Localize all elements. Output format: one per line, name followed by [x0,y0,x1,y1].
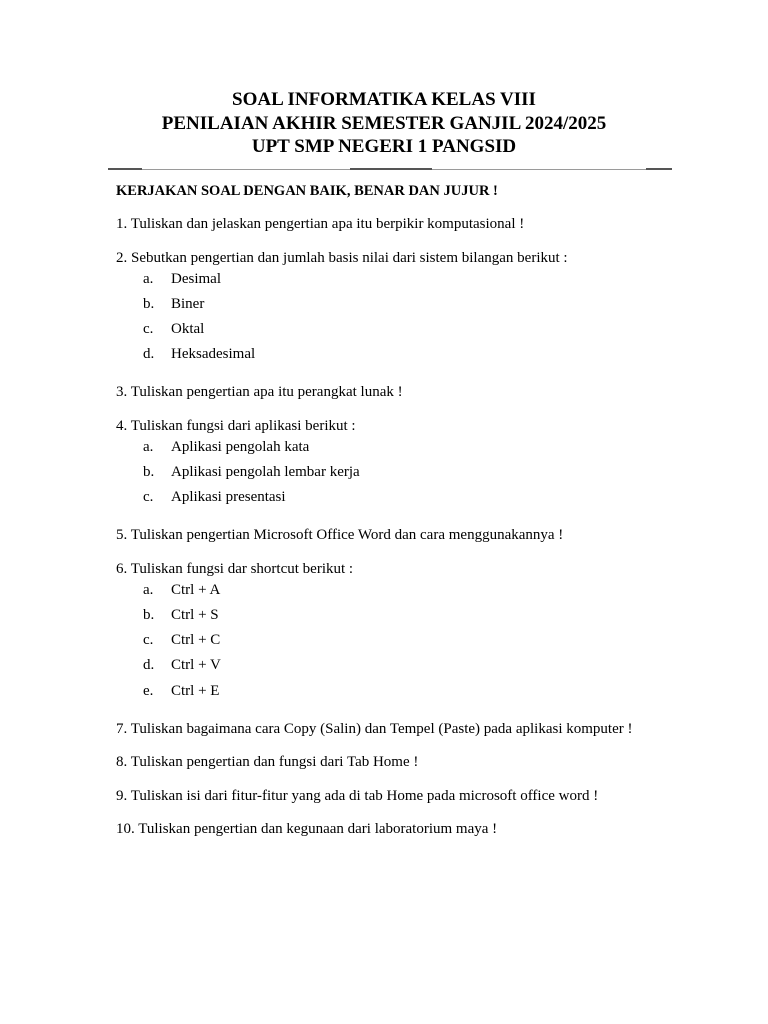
list-item-marker: b. [143,463,155,480]
list-item-text: Biner [171,295,205,312]
list-item-text: Desimal [171,270,221,287]
header-title: SOAL INFORMATIKA KELAS VIII [232,89,536,110]
list-item-marker: c. [143,489,154,506]
question-6: 6. Tuliskan fungsi dar shortcut berikut : [116,560,354,577]
question-sheet [116,181,676,853]
list-item [116,269,676,294]
question-2-options [116,269,676,370]
list-item-marker: b. [143,607,155,623]
list-item [116,681,676,706]
list-item-marker: e. [143,682,154,699]
question-4-options [116,437,676,513]
list-item-marker: a. [143,270,154,287]
question-list [116,214,676,839]
list-item [116,294,676,319]
question-5: 5. Tuliskan pengertian Microsoft Office Word dan cara menggunakannya ! [116,527,564,544]
question-6-options [116,580,676,706]
list-item-marker: a. [143,581,154,598]
list-item [116,580,676,605]
list-item-text: Ctrl + C [171,632,221,649]
question-8: 8. Tuliskan pengertian dan fungsi dari Tab Home ! [116,754,419,771]
list-item-text: Aplikasi pengolah lembar kerja [171,463,360,480]
list-item-marker: a. [143,438,154,455]
list-item [116,630,676,655]
instruction-text: KERJAKAN SOAL DENGAN BAIK, BENAR DAN JUJUR ! [116,183,498,199]
header-school-name: UPT SMP NEGERI 1 PANGSID [251,136,517,157]
list-item [116,605,676,630]
list-item-marker: c. [143,320,154,337]
list-item [116,437,676,462]
question-4: 4. Tuliskan fungsi dari aplikasi berikut : [116,417,356,434]
list-item [116,319,676,344]
question-7: 7. Tuliskan bagaimana cara Copy (Salin) dan Tempel (Paste) pada aplikasi komputer ! [116,720,633,737]
divider-accent-right [646,168,672,170]
question-3: 3. Tuliskan pengertian apa itu perangkat lunak ! [116,384,403,401]
question-10: 10. Tuliskan pengertian dan kegunaan dari laboratorium maya ! [116,821,498,838]
question-1: 1. Tuliskan dan jelaskan pengertian apa itu berpikir komputasional ! [116,216,525,232]
list-item-text: Aplikasi pengolah kata [171,438,310,455]
list-item-marker: d. [143,657,155,674]
list-item-marker: d. [143,346,155,363]
question-9: 9. Tuliskan isi dari fitur-fitur yang ada di tab Home pada microsoft office word ! [116,787,599,804]
list-item-text: Oktal [171,320,205,337]
list-item-marker: b. [143,295,155,312]
list-item-text: Ctrl + V [171,657,221,674]
list-item [116,655,676,680]
list-item [116,344,676,369]
list-item-text: Ctrl + A [171,581,221,598]
header-exam-name: PENILAIAN AKHIR SEMESTER GANJIL 2024/2025 [161,112,607,134]
question-2: 2. Sebutkan pengertian dan jumlah basis nilai dari sistem bilangan berikut : [116,249,568,266]
list-item [116,462,676,487]
list-item-text: Heksadesimal [171,346,256,363]
divider-accent-left [108,168,142,170]
list-item-text: Ctrl + S [171,607,219,623]
list-item-text: Ctrl + E [171,682,220,699]
divider-accent-center [350,168,432,170]
list-item [116,487,676,512]
list-item-marker: c. [143,632,154,649]
document-header [0,88,768,159]
list-item-text: Aplikasi presentasi [171,489,286,506]
